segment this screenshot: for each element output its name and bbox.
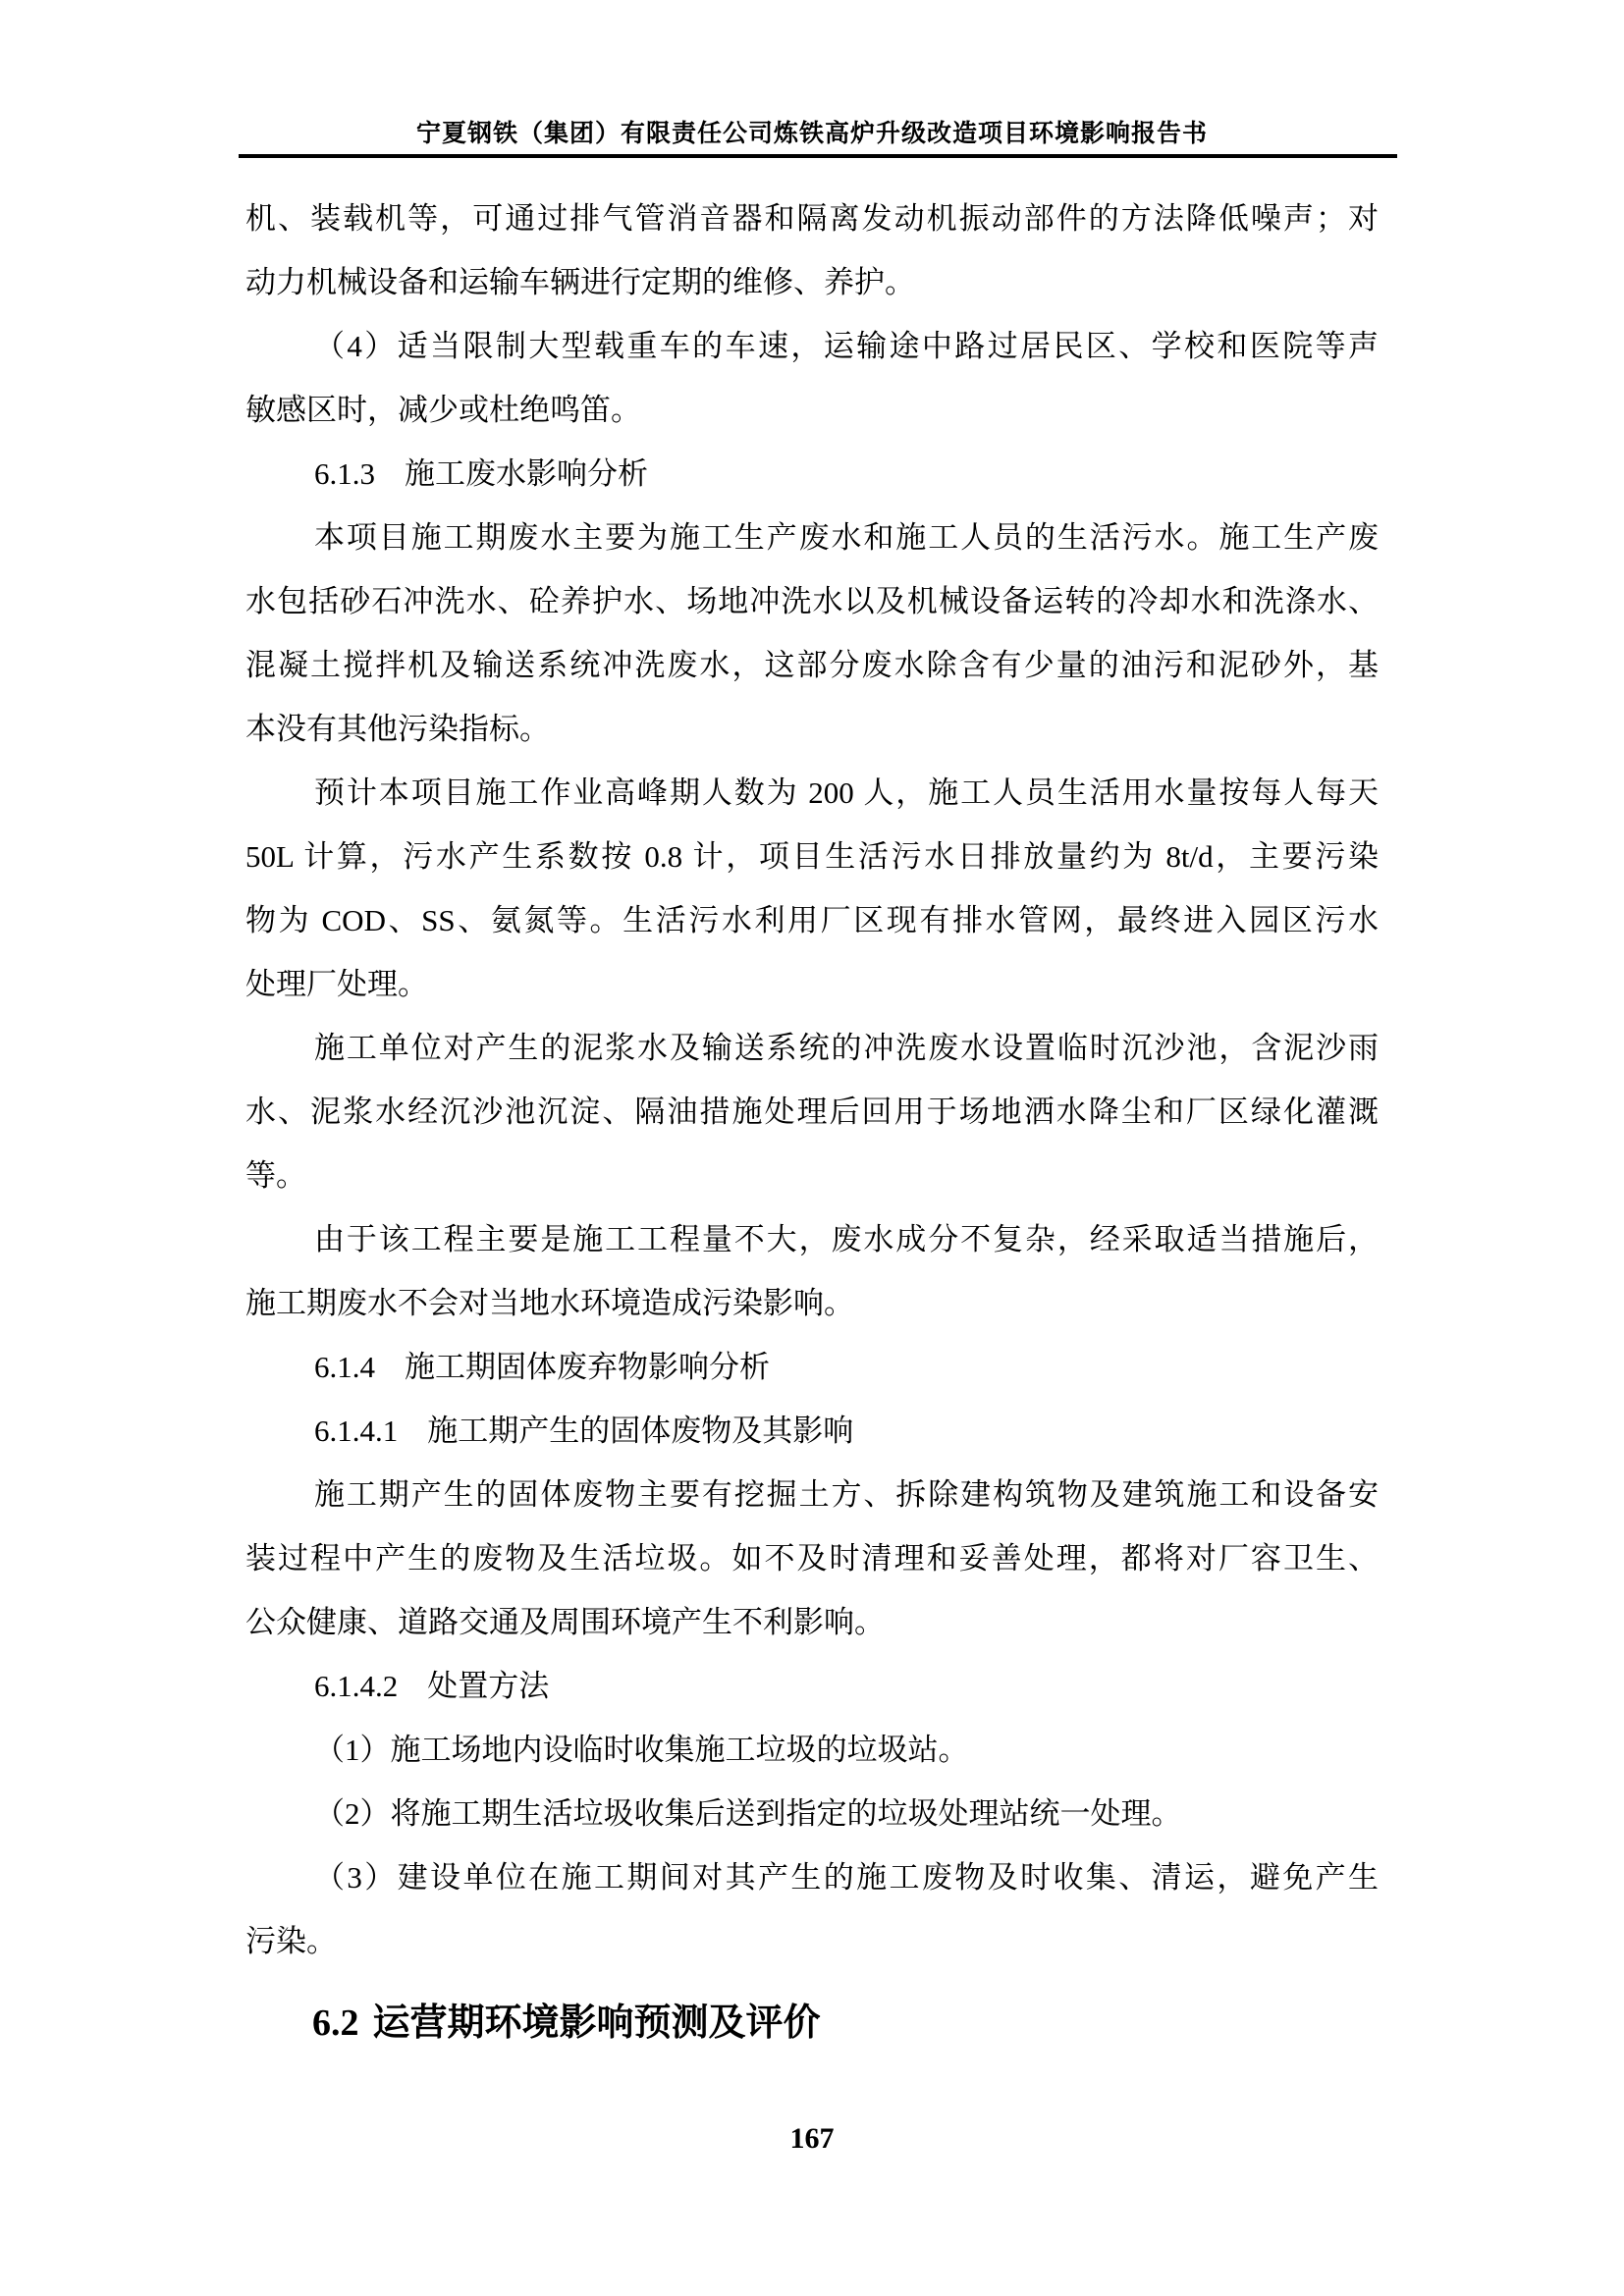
heading-number: 6.1.4 bbox=[314, 1350, 375, 1384]
section-heading-title: 运营期环境影响预测及评价 bbox=[372, 2002, 821, 2044]
body-line: 动力机械设备和运输车辆进行定期的维修、养护。 bbox=[245, 265, 915, 299]
body-line: 混凝土搅拌机及输送系统冲洗废水，这部分废水除含有少量的油污和泥砂外，基 bbox=[245, 648, 1379, 682]
body-line: 装过程中产生的废物及生活垃圾。如不及时清理和妥善处理，都将对厂容卫生、 bbox=[245, 1541, 1379, 1575]
body-line: 公众健康、道路交通及周围环境产生不利影响。 bbox=[245, 1605, 885, 1639]
header-rule-divider bbox=[239, 154, 1397, 158]
heading-title: 处置方法 bbox=[427, 1669, 550, 1703]
header-title: 宁夏钢铁（集团）有限责任公司炼铁高炉升级改造项目环境影响报告书 bbox=[415, 121, 1208, 147]
body-line: 水包括砂石冲洗水、砼养护水、场地冲洗水以及机械设备运转的冷却水和洗涤水、 bbox=[245, 584, 1379, 618]
body-line: （1）施工场地内设临时收集施工垃圾的垃圾站。 bbox=[314, 1733, 969, 1767]
body-line: 本项目施工期废水主要为施工生产废水和施工人员的生活污水。施工生产废 bbox=[314, 520, 1379, 555]
body-line: 水、泥浆水经沉沙池沉淀、隔油措施处理后回用于场地洒水降尘和厂区绿化灌溉 bbox=[245, 1095, 1379, 1129]
body-line: 机、装载机等，可通过排气管消音器和隔离发动机振动部件的方法降低噪声；对 bbox=[245, 201, 1379, 236]
section-heading-number: 6.2 bbox=[312, 2002, 359, 2044]
body-line: 污染。 bbox=[245, 1924, 337, 1958]
body-line: 由于该工程主要是施工工程量不大，废水成分不复杂，经采取适当措施后， bbox=[314, 1222, 1379, 1256]
section-heading bbox=[245, 1989, 1379, 2057]
body-line: 物为 COD、SS、氨氮等。生活污水利用厂区现有排水管网，最终进入园区污水 bbox=[245, 903, 1379, 937]
body-line: 施工单位对产生的泥浆水及输送系统的冲洗废水设置临时沉沙池，含泥沙雨 bbox=[314, 1031, 1379, 1065]
body-line: 敏感区时，减少或杜绝鸣笛。 bbox=[245, 393, 641, 427]
heading-title: 施工期产生的固体废物及其影响 bbox=[427, 1414, 854, 1448]
heading-title: 施工废水影响分析 bbox=[405, 456, 648, 491]
body-line: 等。 bbox=[245, 1158, 306, 1193]
body-line: 本没有其他污染指标。 bbox=[245, 712, 550, 746]
body-line: 处理厂处理。 bbox=[245, 967, 428, 1001]
heading-line bbox=[245, 1654, 1379, 1718]
document-content bbox=[245, 187, 1379, 2057]
heading-number: 6.1.4.2 bbox=[314, 1669, 399, 1703]
body-line: （4）适当限制大型载重车的车速，运输途中路过居民区、学校和医院等声 bbox=[314, 329, 1379, 363]
heading-line bbox=[245, 1335, 1379, 1399]
heading-number: 6.1.3 bbox=[314, 456, 375, 491]
page-number: 167 bbox=[789, 2122, 835, 2155]
heading-line bbox=[245, 1399, 1379, 1463]
heading-number: 6.1.4.1 bbox=[314, 1414, 399, 1448]
body-line: （2）将施工期生活垃圾收集后送到指定的垃圾处理站统一处理。 bbox=[314, 1796, 1182, 1831]
body-line: 施工期产生的固体废物主要有挖掘土方、拆除建构筑物及建筑施工和设备安 bbox=[314, 1477, 1379, 1512]
body-line: 50L 计算，污水产生系数按 0.8 计，项目生活污水日排放量约为 8t/d，主要污染 bbox=[245, 839, 1379, 874]
heading-line bbox=[245, 442, 1379, 506]
body-line: 施工期废水不会对当地水环境造成污染影响。 bbox=[245, 1286, 854, 1320]
heading-title: 施工期固体废弃物影响分析 bbox=[405, 1350, 770, 1384]
body-line: （3）建设单位在施工期间对其产生的施工废物及时收集、清运，避免产生 bbox=[314, 1860, 1379, 1895]
body-line: 预计本项目施工作业高峰期人数为 200 人，施工人员生活用水量按每人每天 bbox=[314, 775, 1379, 810]
